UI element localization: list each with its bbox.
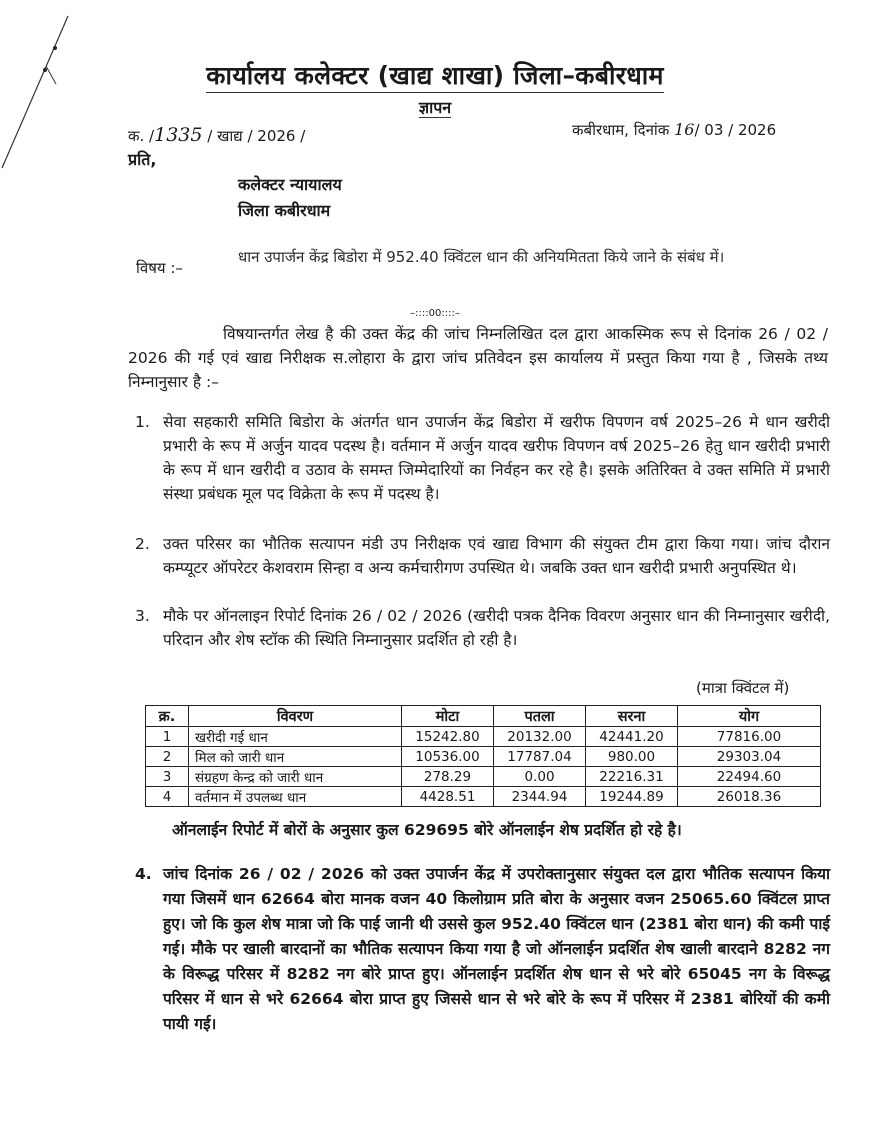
document-type-text: ज्ञापन	[418, 98, 452, 117]
point-1	[135, 410, 830, 506]
header-patla: पतला	[494, 706, 586, 727]
table-row	[146, 747, 821, 767]
cell-total: 22494.60	[678, 767, 821, 787]
table-row	[146, 787, 821, 807]
table-row	[146, 767, 821, 787]
table-header-row	[146, 706, 821, 727]
point-number: 3.	[135, 607, 150, 625]
section-divider: –::::00::::–	[410, 308, 460, 319]
cell-patla: 17787.04	[494, 747, 586, 767]
date-suffix: / 03 / 2026	[694, 121, 777, 139]
issue-date	[572, 120, 776, 140]
point-text: जांच दिनांक 26 / 02 / 2026 को उक्त उपार्जन केंद्र में उपरोक्तानुसार संयुक्त दल द्वारा भौतिक सत्यापन किया गया जिसमें धान 62664 बोरा मानक वजन 40 किलोग्राम प्रति बोरा के अनुसार वजन 25065.60 क्विंटल प्राप्त हुए। जो कि कुल शेष मात्रा जो कि पाई जानी थी उससे कुल 952.40 क्विंटल धान (2381 बोरा धान) की कमी पाई गई। मौके पर खाली बारदानों का भौतिक सत्यापन किया गया है जो ऑनलाईन प्रदर्शित शेष खाली बारदाने 8282 नग के विरूद्ध परिसर में 8282 नग बोरे प्राप्त हुए। ऑनलाईन प्रदर्शित शेष धान से भरे बोरे 65045 नग के विरूद्ध परिसर में धान से भरे 62664 बोरा प्राप्त हुए जिससे धान से भरे बोरे के रूप में परिसर में 2381 बोरियों की कमी पायी गई।	[163, 865, 830, 1033]
point-text: सेवा सहकारी समिति बिडोरा के अंतर्गत धान उपार्जन केंद्र बिडोरा में खरीफ विपणन वर्ष 2025–26 मे धान खरीदी प्रभारी के रूप में अर्जुन यादव पदस्थ है। वर्तमान में अर्जुन यादव खरीफ विपणन वर्ष 2025–26 हेतु धान खरीदी प्रभारी के रूप में धान खरीदी व उठाव के समम्त जिम्मेदारियों का निर्वहन कर रहे है। इसके अतिरिक्त वे उक्त समिति में प्रभारी संस्था प्रबंधक मूल पद विक्रेता के रूप में पदस्थ है।	[163, 413, 830, 503]
header-description: विवरण	[189, 706, 402, 727]
document-type	[0, 96, 870, 118]
cell-description: खरीदी गई धान	[189, 727, 402, 747]
cell-description: मिल को जारी धान	[189, 747, 402, 767]
office-title-text: कार्यालय कलेक्टर (खाद्य शाखा) जिला–कबीरधाम	[206, 61, 663, 93]
subject-text: धान उपार्जन केंद्र बिडोरा में 952.40 क्विंटल धान की अनियमितता किये जाने के संबंध में।	[238, 248, 725, 266]
office-title	[0, 58, 870, 92]
intro-paragraph	[128, 322, 828, 394]
cell-serial: 4	[146, 787, 189, 807]
cell-total: 77816.00	[678, 727, 821, 747]
header-mota: मोटा	[402, 706, 494, 727]
subject-label: विषय :–	[136, 259, 183, 277]
point-text: उक्त परिसर का भौतिक सत्यापन मंडी उप निरीक्षक एवं खाद्य विभाग की संयुक्त टीम द्वारा किया गया। जांच दौरान कम्प्यूटर ऑपरेटर केशवराम सिन्हा व अन्य कर्मचारीगण उपस्थित थे। जबकि उक्त धान खरीदी प्रभारी अनुपस्थित थे।	[163, 535, 830, 577]
cell-description: वर्तमान में उपलब्ध धान	[189, 787, 402, 807]
cell-total: 26018.36	[678, 787, 821, 807]
cell-sarna: 19244.89	[586, 787, 678, 807]
cell-patla: 0.00	[494, 767, 586, 787]
table-unit-note: (मात्रा क्विंटल में)	[696, 679, 790, 697]
point-4	[135, 862, 830, 1037]
point-number: 4.	[135, 865, 152, 883]
cell-serial: 2	[146, 747, 189, 767]
cell-sarna: 22216.31	[586, 767, 678, 787]
point-2	[135, 532, 830, 580]
reference-number	[128, 124, 305, 146]
cell-serial: 3	[146, 767, 189, 787]
header-total: योग	[678, 706, 821, 727]
point-number: 1.	[135, 413, 150, 431]
cell-patla: 2344.94	[494, 787, 586, 807]
cell-serial: 1	[146, 727, 189, 747]
date-day-handwritten: 16	[674, 120, 695, 139]
recipient-line-2: जिला कबीरधाम	[238, 201, 331, 220]
recipient-label: प्रति,	[128, 150, 157, 169]
table-row	[146, 727, 821, 747]
cell-mota: 10536.00	[402, 747, 494, 767]
header-sarna: सरना	[586, 706, 678, 727]
cell-mota: 15242.80	[402, 727, 494, 747]
point-number: 2.	[135, 535, 150, 553]
cell-sarna: 980.00	[586, 747, 678, 767]
cell-mota: 278.29	[402, 767, 494, 787]
recipient-address	[238, 172, 342, 224]
date-prefix: कबीरधाम, दिनांक	[572, 121, 670, 139]
cell-total: 29303.04	[678, 747, 821, 767]
point-text: मौके पर ऑनलाइन रिपोर्ट दिनांक 26 / 02 / 2026 (खरीदी पत्रक दैनिक विवरण अनुसार धान की निम्नानुसार खरीदी, परिदान और शेष स्टॉक की स्थिति निम्नानुसार प्रदर्शित हो रही है।	[163, 607, 830, 649]
online-bag-note: ऑनलाईन रिपोर्ट में बोरों के अनुसार कुल 629695 बोरे ऑनलाईन शेष प्रदर्शित हो रहे है।	[172, 821, 682, 839]
cell-sarna: 42441.20	[586, 727, 678, 747]
cell-patla: 20132.00	[494, 727, 586, 747]
recipient-line-1: कलेक्टर न्यायालय	[238, 175, 342, 194]
point-3	[135, 604, 830, 652]
reference-suffix: / खाद्य / 2026 /	[207, 127, 306, 145]
cell-description: संग्रहण केन्द्र को जारी धान	[189, 767, 402, 787]
reference-prefix: क. /	[128, 127, 155, 145]
intro-text: विषयान्तर्गत लेख है की उक्त केंद्र की जांच निम्नलिखित दल द्वारा आकस्मिक रूप से दिनांक 26 / 02 / 2026 की गई एवं खाद्य निरीक्षक स.लोहारा के द्वारा जांच प्रतिवेदन इस कार्यालय में प्रस्तुत किया गया है , जिसके तथ्य निम्नानुसार है :–	[128, 325, 828, 391]
cell-mota: 4428.51	[402, 787, 494, 807]
header-serial: क्र.	[146, 706, 189, 727]
paddy-stock-table	[145, 705, 821, 807]
reference-handwritten: 1335	[154, 124, 203, 146]
